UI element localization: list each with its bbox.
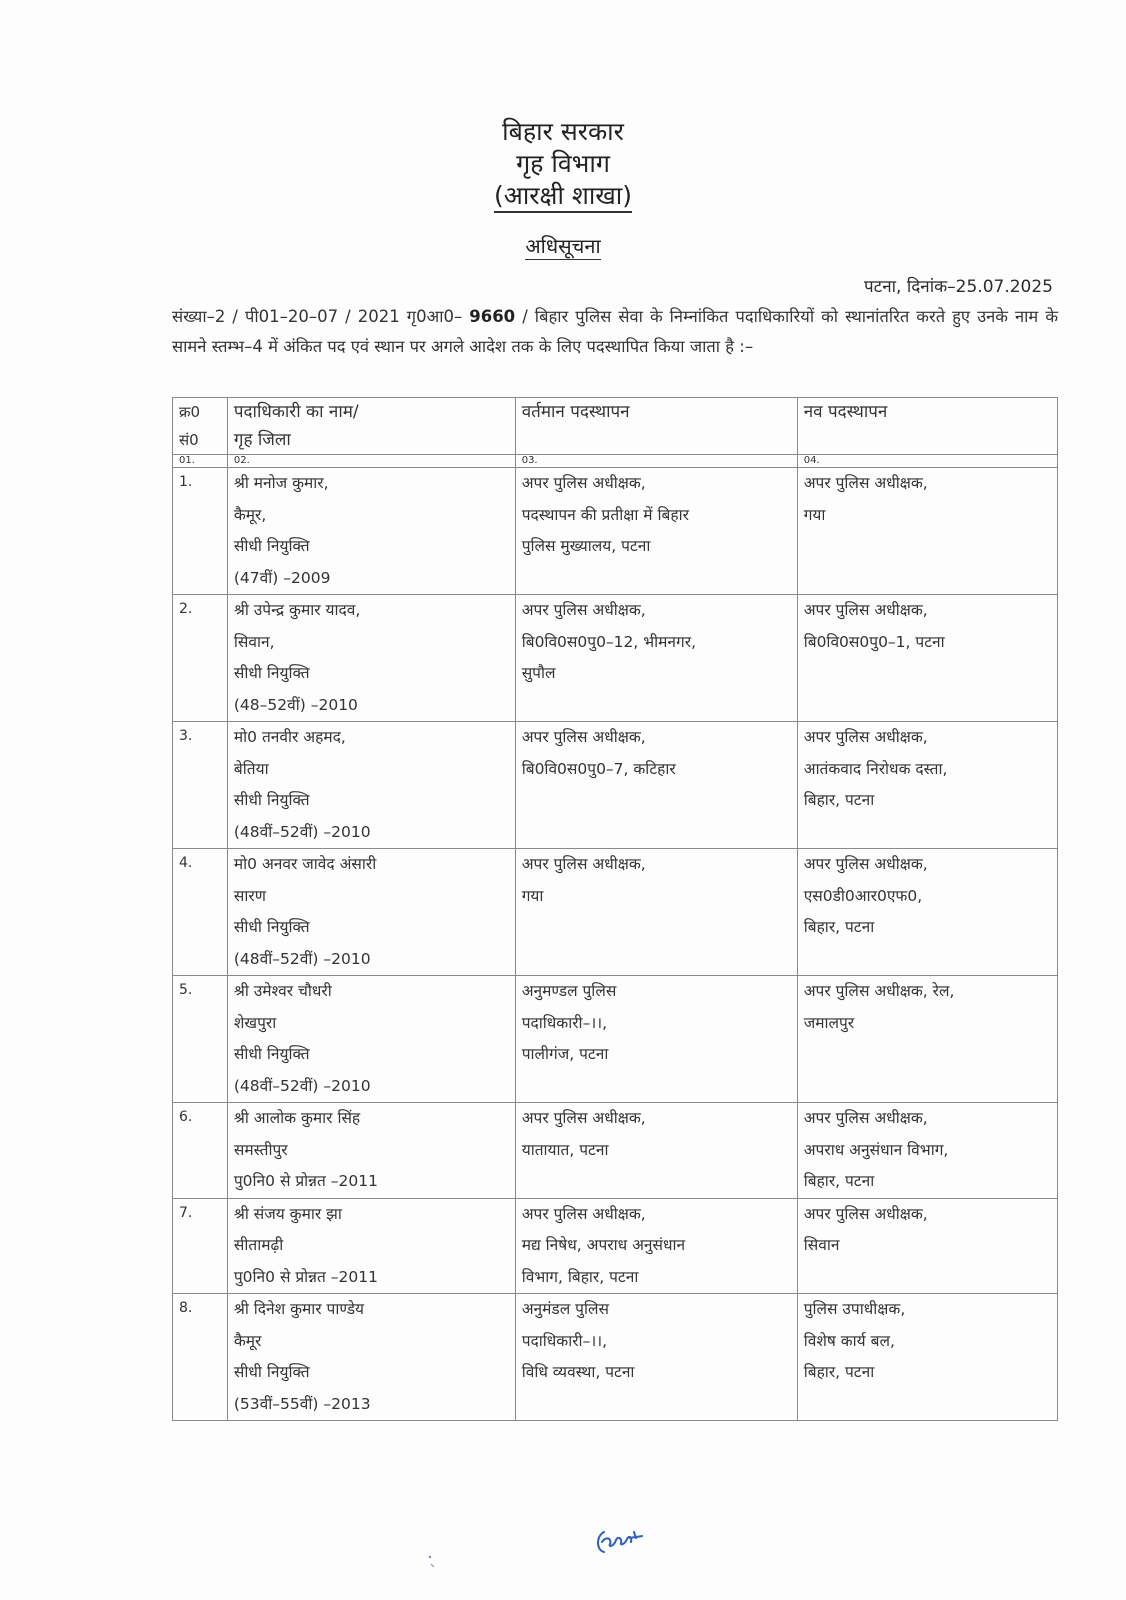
table-row: [173, 595, 1058, 722]
officer-cell-line: सीधी नियुक्ति: [233, 1045, 310, 1063]
new-posting-cell-line: बिहार, पटना: [803, 791, 875, 809]
officer-cell-line: पु0नि0 से प्रोन्नत –2011: [233, 1172, 378, 1190]
header-serial: [173, 398, 228, 455]
new-posting-cell-line: पुलिस उपाधीक्षक,: [803, 1300, 906, 1318]
new-posting-cell-line: गया: [803, 505, 826, 524]
new-posting-cell-line: विशेष कार्य बल,: [803, 1331, 895, 1350]
officer-cell: [227, 1103, 515, 1199]
current-posting-cell-line: अनुमण्डल पुलिस: [521, 982, 617, 1000]
officer-cell-line: (53वीं–55वीं) –2013: [233, 1394, 371, 1413]
new-posting-cell: [797, 468, 1057, 595]
new-posting-cell-line: बिहार, पटना: [803, 1363, 875, 1381]
officer-cell-line: सीधी नियुक्ति: [233, 918, 310, 936]
officer-cell-line: श्री उमेश्वर चौधरी: [233, 982, 332, 1000]
officer-cell-line: पु0नि0 से प्रोन्नत –2011: [233, 1267, 378, 1286]
new-posting-cell: [797, 722, 1057, 849]
new-posting-cell-line: अपर पुलिस अधीक्षक,: [803, 474, 928, 492]
column-number: 01.: [173, 455, 228, 468]
current-posting-cell-line: मद्य निषेध, अपराध अनुसंधान: [521, 1236, 686, 1254]
current-posting-cell-line: सुपौल: [521, 664, 556, 682]
officer-cell-line: श्री दिनेश कुमार पाण्डेय: [233, 1300, 365, 1318]
new-posting-cell: [797, 595, 1057, 722]
new-posting-cell-line: अपर पुलिस अधीक्षक,: [803, 601, 928, 619]
serial-number: 3.: [173, 722, 228, 849]
current-posting-cell-line: बि0वि0स0पु0–7, कटिहार: [521, 759, 676, 778]
officer-cell-line: श्री संजय कुमार झा: [233, 1204, 342, 1223]
new-posting-cell: [797, 1103, 1057, 1199]
new-posting-cell-line: जमालपुर: [803, 1013, 855, 1032]
new-posting-cell: [797, 1198, 1057, 1294]
officer-cell: [227, 849, 515, 976]
current-posting-cell-line: अपर पुलिस अधीक्षक,: [521, 1109, 646, 1127]
serial-number: 6.: [173, 1103, 228, 1199]
officer-cell-line: बेतिया: [233, 759, 269, 778]
column-number: 02.: [227, 455, 515, 468]
new-posting-cell-line: अपर पुलिस अधीक्षक,: [803, 728, 928, 746]
officer-cell-line: कैमूर,: [233, 505, 267, 524]
header-officer-line1: पदाधिकारी का नाम/: [233, 402, 359, 422]
new-posting-cell-line: अपर पुलिस अधीक्षक,: [803, 1204, 928, 1223]
header-officer: [227, 398, 515, 455]
signature-icon: [594, 1524, 646, 1556]
header-officer-line2: गृह जिला: [233, 430, 291, 450]
serial-number: 8.: [173, 1294, 228, 1421]
current-posting-cell: [515, 1103, 797, 1199]
table-row: [173, 849, 1058, 976]
serial-number: 5.: [173, 976, 228, 1103]
officer-cell-line: समस्तीपुर: [233, 1140, 288, 1159]
officer-cell-line: (48वीं–52वीं) –2010: [233, 949, 371, 968]
header-serial-line2: सं0: [179, 431, 199, 449]
current-posting-cell-line: अपर पुलिस अधीक्षक,: [521, 728, 646, 746]
officer-cell: [227, 722, 515, 849]
transfer-table: [172, 397, 1058, 1421]
current-posting-cell-line: पालीगंज, पटना: [521, 1045, 609, 1063]
current-posting-cell: [515, 468, 797, 595]
current-posting-cell-line: अनुमंडल पुलिस: [521, 1300, 609, 1318]
current-posting-cell: [515, 976, 797, 1103]
officer-cell-line: सीधी नियुक्ति: [233, 1363, 310, 1381]
officer-cell: [227, 1294, 515, 1421]
branch-name-text: (आरक्षी शाखा): [494, 181, 632, 213]
officer-cell-line: सीतामढ़ी: [233, 1236, 284, 1254]
officer-cell-line: श्री उपेन्द्र कुमार यादव,: [233, 601, 361, 619]
officer-cell-line: श्री आलोक कुमार सिंह: [233, 1109, 361, 1127]
current-posting-cell: [515, 1294, 797, 1421]
current-posting-cell-line: अपर पुलिस अधीक्षक,: [521, 1204, 646, 1223]
current-posting-cell-line: अपर पुलिस अधीक्षक,: [521, 601, 646, 619]
serial-number: 4.: [173, 849, 228, 976]
new-posting-cell-line: सिवान: [803, 1236, 840, 1254]
current-posting-cell: [515, 1198, 797, 1294]
current-posting-cell-line: पदाधिकारी–।।,: [521, 1331, 607, 1350]
officer-cell: [227, 976, 515, 1103]
new-posting-cell-line: आतंकवाद निरोधक दस्ता,: [803, 759, 948, 778]
column-number-row: [173, 455, 1058, 468]
table-body: [173, 468, 1058, 1421]
officer-cell-line: सीधी नियुक्ति: [233, 664, 310, 682]
officer-cell-line: (48वीं–52वीं) –2010: [233, 822, 371, 841]
officer-cell-line: शेखपुरा: [233, 1013, 277, 1032]
branch-name: [0, 180, 1126, 212]
officer-cell: [227, 595, 515, 722]
reference-number: 9660: [469, 307, 516, 326]
current-posting-cell-line: पदाधिकारी–।।,: [521, 1013, 607, 1032]
current-posting-cell: [515, 595, 797, 722]
new-posting-cell-line: बि0वि0स0पु0–1, पटना: [803, 632, 945, 651]
table-row: [173, 722, 1058, 849]
current-posting-cell-line: विधि व्यवस्था, पटना: [521, 1363, 635, 1381]
new-posting-cell-line: एस0डी0आर0एफ0,: [803, 886, 923, 905]
intro-text: / बिहार पुलिस सेवा के निम्नांकित पदाधिकारियों को स्थानांतरित करते हुए उनके नाम के सामने स्तम्भ–4 में अंकित पद एवं स्थान पर अगले आदेश तक के लिए पदस्थापित किया जाता है :–: [172, 307, 1058, 356]
current-posting-cell-line: अपर पुलिस अधीक्षक,: [521, 474, 646, 492]
current-posting-cell-line: पदस्थापन की प्रतीक्षा में बिहार: [521, 505, 689, 524]
current-posting-cell: [515, 849, 797, 976]
table-row: [173, 1103, 1058, 1199]
officer-cell-line: सीधी नियुक्ति: [233, 537, 310, 555]
current-posting-cell-line: विभाग, बिहार, पटना: [521, 1267, 639, 1286]
column-number: 04.: [797, 455, 1057, 468]
current-posting-cell-line: बि0वि0स0पु0–12, भीमनगर,: [521, 632, 697, 651]
header-new-posting: [797, 398, 1057, 455]
serial-number: 7.: [173, 1198, 228, 1294]
table-header-row: [173, 398, 1058, 455]
stray-mark-icon: [428, 1555, 436, 1569]
serial-number: 1.: [173, 468, 228, 595]
table-row: [173, 468, 1058, 595]
table-row: [173, 1198, 1058, 1294]
new-posting-cell-line: अपराध अनुसंधान विभाग,: [803, 1140, 949, 1159]
place-date: पटना, दिनांक–25.07.2025: [863, 277, 1053, 297]
officer-cell: [227, 468, 515, 595]
govt-name: बिहार सरकार: [502, 117, 624, 146]
header-serial-line1: क्र0: [179, 403, 201, 421]
serial-number: 2.: [173, 595, 228, 722]
intro-paragraph: [172, 302, 1058, 362]
current-posting-cell-line: अपर पुलिस अधीक्षक,: [521, 855, 646, 873]
new-posting-cell-line: बिहार, पटना: [803, 918, 875, 936]
officer-cell-line: (48वीं–52वीं) –2010: [233, 1076, 371, 1095]
table-row: [173, 1294, 1058, 1421]
officer-cell-line: मो0 तनवीर अहमद,: [233, 728, 346, 746]
new-posting-cell: [797, 1294, 1057, 1421]
notification-title-text: अधिसूचना: [525, 234, 601, 258]
officer-cell-line: सीधी नियुक्ति: [233, 791, 310, 809]
new-posting-cell-line: बिहार, पटना: [803, 1172, 875, 1190]
officer-cell-line: मो0 अनवर जावेद अंसारी: [233, 855, 377, 873]
column-number: 03.: [515, 455, 797, 468]
department-name: गृह विभाग: [516, 149, 610, 178]
current-posting-cell-line: गया: [521, 886, 544, 905]
officer-cell-line: कैमूर: [233, 1331, 262, 1350]
officer-cell-line: सारण: [233, 886, 266, 905]
reference-prefix: संख्या–2 / पी01–20–07 / 2021 गृ0आ0–: [172, 307, 470, 326]
notification-title: [0, 232, 1126, 260]
officer-cell-line: श्री मनोज कुमार,: [233, 474, 329, 492]
new-posting-cell-line: अपर पुलिस अधीक्षक, रेल,: [803, 982, 955, 1000]
header-new-line1: नव पदस्थापन: [803, 402, 888, 422]
officer-cell: [227, 1198, 515, 1294]
officer-cell-line: (48–52वीं) –2010: [233, 695, 358, 714]
header-current-posting: [515, 398, 797, 455]
new-posting-cell: [797, 849, 1057, 976]
new-posting-cell-line: अपर पुलिस अधीक्षक,: [803, 855, 928, 873]
header-current-line1: वर्तमान पदस्थापन: [521, 402, 630, 422]
current-posting-cell: [515, 722, 797, 849]
officer-cell-line: सिवान,: [233, 632, 275, 651]
officer-cell-line: (47वीं) –2009: [233, 568, 331, 587]
new-posting-cell: [797, 976, 1057, 1103]
new-posting-cell-line: अपर पुलिस अधीक्षक,: [803, 1109, 928, 1127]
table-row: [173, 976, 1058, 1103]
current-posting-cell-line: यातायात, पटना: [521, 1140, 609, 1159]
current-posting-cell-line: पुलिस मुख्यालय, पटना: [521, 537, 651, 555]
